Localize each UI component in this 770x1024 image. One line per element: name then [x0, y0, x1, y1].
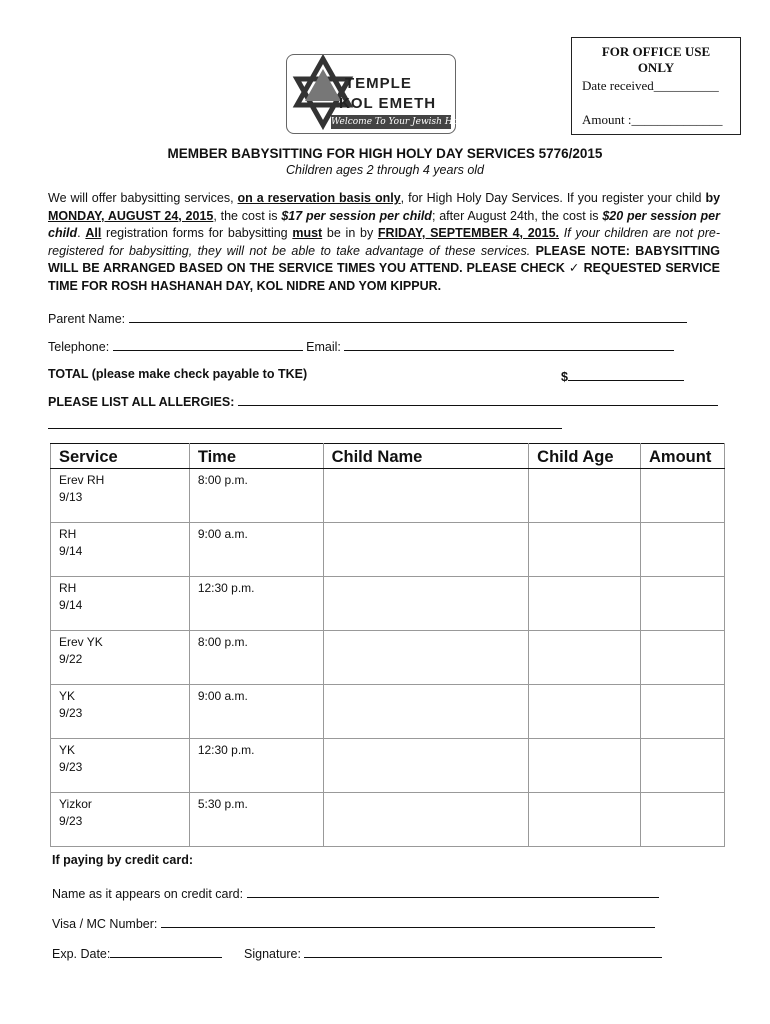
card-name-row — [52, 884, 659, 901]
exp-date-label: Exp. Date: — [52, 947, 111, 961]
parent-name-label: Parent Name: — [48, 312, 126, 326]
telephone-label: Telephone: — [48, 340, 110, 354]
office-use-box — [571, 37, 741, 135]
table-row — [51, 793, 725, 847]
telephone-input[interactable] — [113, 337, 303, 351]
header-child-age: Child Age — [529, 444, 641, 469]
time-cell: 12:30 p.m. — [189, 739, 323, 793]
email-label: Email: — [306, 340, 341, 354]
intro-paragraph: We will offer babysitting services, on a reservation basis only, for High Holy Day Services. If you register your child by MONDAY, AUGUST 24, 2015, the cost is $17 per session per child; after August 24th, the cost is $20 per session per child. All registration forms for babysitting must be in by FRIDAY, SEPTEMBER 4, 2015. If your children are not pre-registered for babysitting, they will not be able to take advantage of these services. PLEASE NOTE: BABYSITTING WILL BE ARRANGED BASED ON THE SERVICE TIMES YOU ATTEND. PLEASE CHECK ✓ REQUESTED SERVICE TIME FOR ROSH HASHANAH DAY, KOL NIDRE AND YOM KIPPUR. — [48, 191, 721, 293]
child-age-cell[interactable] — [529, 577, 641, 631]
total-label: TOTAL (please make check payable to TKE) — [48, 367, 308, 381]
amount-cell[interactable] — [641, 577, 725, 631]
allergies-label: PLEASE LIST ALL ALLERGIES: — [48, 395, 235, 409]
amount-cell[interactable] — [641, 631, 725, 685]
child-name-cell[interactable] — [323, 523, 529, 577]
child-name-cell[interactable] — [323, 793, 529, 847]
logo-line1: TEMPLE — [345, 75, 412, 92]
service-table — [50, 443, 725, 847]
service-cell[interactable]: YK 9/23 — [51, 739, 190, 793]
service-cell[interactable]: Erev RH 9/13 — [51, 469, 190, 523]
child-name-cell[interactable] — [323, 685, 529, 739]
office-heading-line2: ONLY — [637, 60, 675, 75]
dollar-sign: $ — [561, 370, 568, 384]
child-name-cell[interactable] — [323, 577, 529, 631]
form-title: MEMBER BABYSITTING FOR HIGH HOLY DAY SERVICES 5776/2015 — [167, 146, 603, 161]
child-name-cell[interactable] — [323, 631, 529, 685]
time-cell: 8:00 p.m. — [189, 469, 323, 523]
table-row — [51, 685, 725, 739]
contact-row — [48, 337, 674, 354]
header-child-name: Child Name — [323, 444, 529, 469]
table-row — [51, 469, 725, 523]
allergies-input-line2[interactable] — [48, 428, 562, 429]
card-number-input[interactable] — [161, 914, 655, 928]
office-heading-line1: FOR OFFICE USE — [601, 44, 711, 59]
child-name-cell[interactable] — [323, 739, 529, 793]
parent-name-input[interactable] — [129, 309, 687, 323]
child-age-cell[interactable] — [529, 793, 641, 847]
service-cell[interactable]: RH 9/14 — [51, 577, 190, 631]
time-cell: 5:30 p.m. — [189, 793, 323, 847]
total-amount-row — [561, 367, 684, 384]
card-number-label: Visa / MC Number: — [52, 917, 158, 931]
signature-row — [244, 944, 662, 961]
card-name-input[interactable] — [247, 884, 659, 898]
time-cell: 8:00 p.m. — [189, 631, 323, 685]
child-age-cell[interactable] — [529, 739, 641, 793]
date-received-field: Date received__________ — [582, 78, 719, 93]
service-cell[interactable]: Yizkor 9/23 — [51, 793, 190, 847]
amount-cell[interactable] — [641, 685, 725, 739]
exp-date-row — [52, 944, 222, 961]
total-amount-input[interactable] — [568, 367, 684, 381]
table-row — [51, 631, 725, 685]
child-age-cell[interactable] — [529, 685, 641, 739]
card-name-label: Name as it appears on credit card: — [52, 887, 244, 901]
temple-logo — [286, 54, 472, 134]
child-age-cell[interactable] — [529, 523, 641, 577]
amount-cell[interactable] — [641, 739, 725, 793]
email-input[interactable] — [344, 337, 674, 351]
service-cell[interactable]: Erev YK 9/22 — [51, 631, 190, 685]
amount-cell[interactable] — [641, 523, 725, 577]
service-cell[interactable]: RH 9/14 — [51, 523, 190, 577]
allergies-row — [48, 392, 718, 409]
table-row — [51, 523, 725, 577]
amount-cell[interactable] — [641, 469, 725, 523]
child-name-cell[interactable] — [323, 469, 529, 523]
logo-line2: KOL EMETH — [339, 95, 437, 112]
exp-date-input[interactable] — [110, 944, 222, 958]
parent-name-row — [48, 309, 687, 326]
header-time: Time — [189, 444, 323, 469]
header-service: Service — [51, 444, 190, 469]
service-cell[interactable]: YK 9/23 — [51, 685, 190, 739]
time-cell: 9:00 a.m. — [189, 685, 323, 739]
time-cell: 9:00 a.m. — [189, 523, 323, 577]
table-header-row — [51, 444, 725, 469]
card-number-row — [52, 914, 655, 931]
amount-cell[interactable] — [641, 793, 725, 847]
form-subtitle: Children ages 2 through 4 years old — [285, 163, 485, 177]
office-amount-field: Amount :______________ — [582, 112, 723, 127]
table-row — [51, 577, 725, 631]
logo-tagline: Welcome To Your Jewish Home — [331, 117, 472, 127]
header-amount: Amount — [641, 444, 725, 469]
signature-label: Signature: — [244, 947, 301, 961]
child-age-cell[interactable] — [529, 631, 641, 685]
table-row — [51, 739, 725, 793]
child-age-cell[interactable] — [529, 469, 641, 523]
time-cell: 12:30 p.m. — [189, 577, 323, 631]
signature-input[interactable] — [304, 944, 662, 958]
allergies-input[interactable] — [238, 392, 718, 406]
checkmark-icon: ✓ — [568, 261, 580, 275]
credit-card-heading: If paying by credit card: — [52, 853, 194, 867]
